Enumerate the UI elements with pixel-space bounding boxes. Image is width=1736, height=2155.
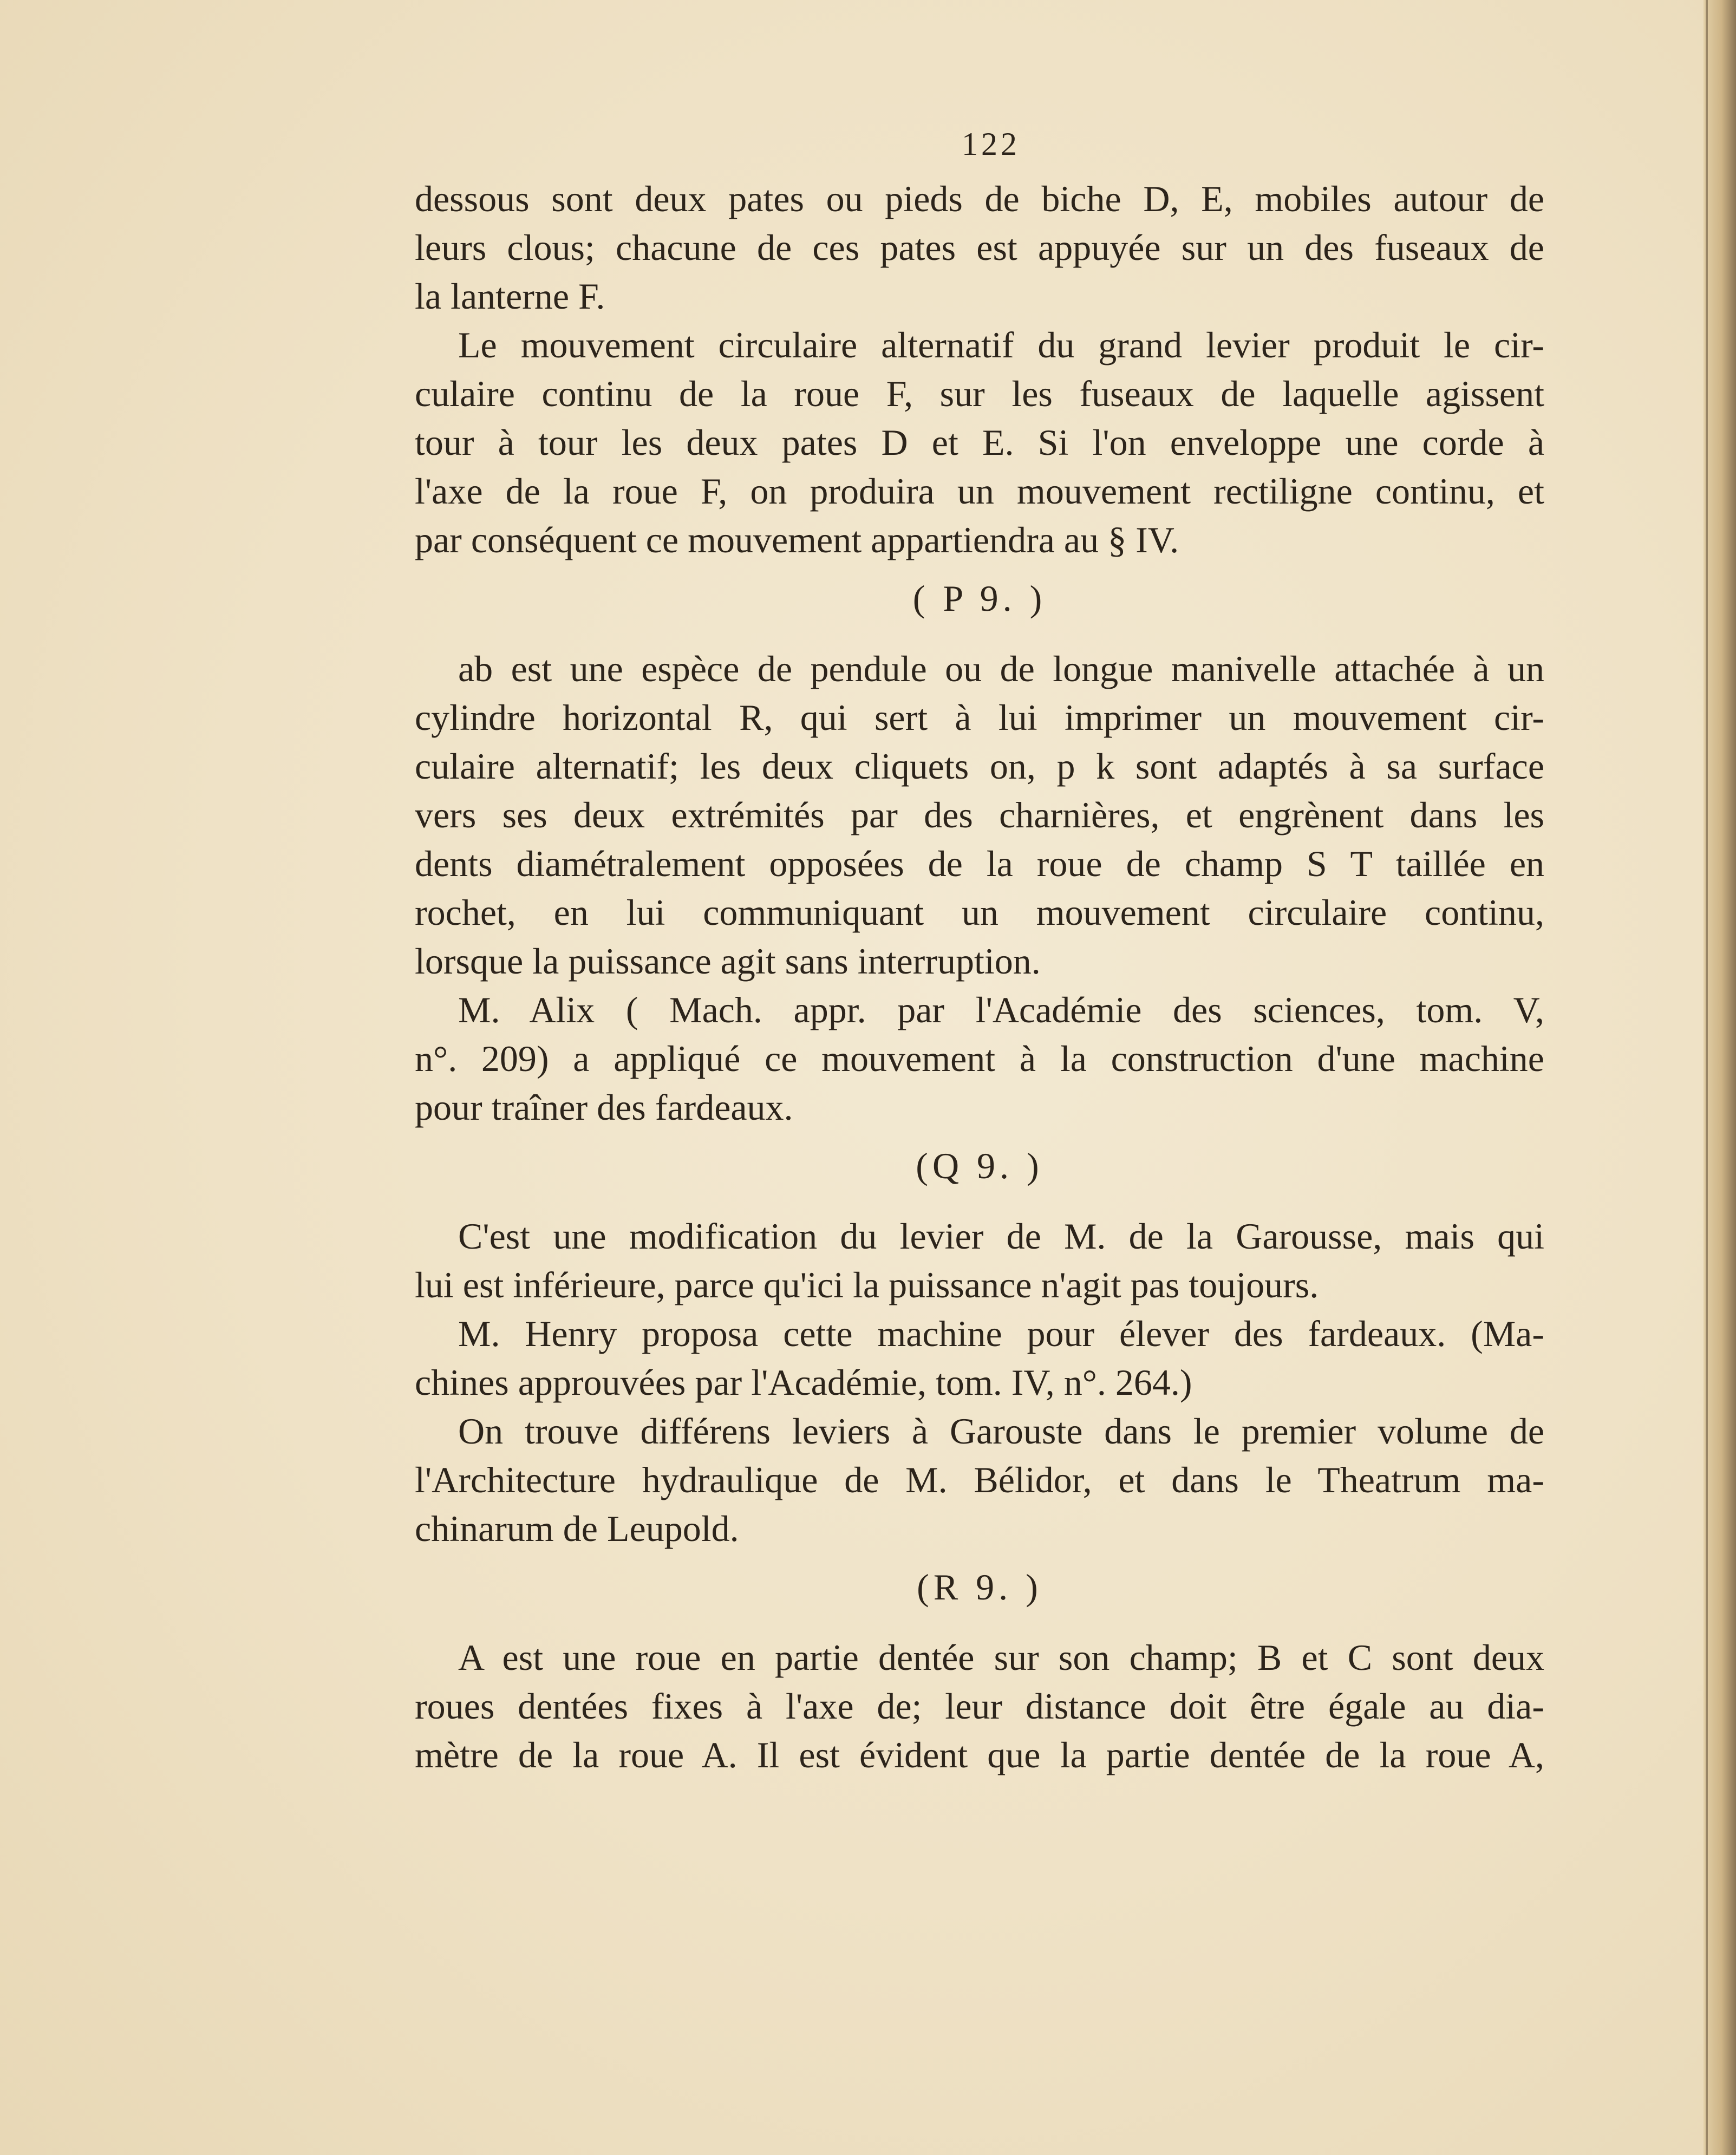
section-heading-label: ( P 9. ) [912, 578, 1047, 619]
text-line: roues dentées fixes à l'axe de; leur distance doit être égale au dia- [415, 1686, 1544, 1727]
text-line: On trouve différens leviers à Garouste dans le premier volume de [458, 1410, 1544, 1452]
text-line: par conséquent ce mouvement appartiendra au § IV. [415, 519, 1179, 560]
body-text [415, 174, 1544, 1779]
text-line: la lanterne F. [415, 276, 605, 317]
text-line: leurs clous; chacune de ces pates est appuyée sur un des fuseaux de [415, 227, 1544, 268]
text-line: chinarum de Leupold. [415, 1508, 739, 1549]
text-line: tour à tour les deux pates D et E. Si l'on enveloppe une corde à [415, 422, 1544, 463]
text-line: C'est une modification du levier de M. de la Garousse, mais qui [458, 1216, 1544, 1257]
text-line: n°. 209) a appliqué ce mouvement à la construction d'une machine [415, 1038, 1544, 1079]
text-line: ab est une espèce de pendule ou de longue manivelle attachée à un [458, 648, 1544, 689]
text-line: lui est inférieure, parce qu'ici la puissance n'agit pas toujours. [415, 1264, 1319, 1305]
text-line: cylindre horizontal R, qui sert à lui imprimer un mouvement cir- [415, 697, 1544, 738]
section-heading-q9 [415, 1141, 1544, 1190]
text-line: dents diamétralement opposées de la roue de champ S T taillée en [415, 843, 1544, 884]
text-line: culaire alternatif; les deux cliquets on, p k sont adaptés à sa surface [415, 746, 1544, 787]
page-edge-line [1706, 0, 1708, 2155]
text-line: culaire continu de la roue F, sur les fuseaux de laquelle agissent [415, 373, 1544, 414]
text-line: pour traîner des fardeaux. [415, 1087, 793, 1128]
text-line: lorsque la puissance agit sans interruption. [415, 941, 1041, 982]
text-line: Le mouvement circulaire alternatif du grand levier produit le cir- [458, 324, 1544, 365]
text-line: vers ses deux extrémités par des charnières, et engrènent dans les [415, 794, 1544, 835]
text-line: l'axe de la roue F, on produira un mouvement rectiligne continu, et [415, 471, 1544, 512]
section-heading-label: (Q 9. ) [916, 1145, 1043, 1186]
text-line: mètre de la roue A. Il est évident que la partie dentée de la roue A, [415, 1734, 1544, 1775]
text-line: A est une roue en partie dentée sur son champ; B et C sont deux [458, 1637, 1544, 1678]
text-line: rochet, en lui communiquant un mouvement circulaire continu, [415, 892, 1544, 933]
section-heading-r9 [415, 1563, 1544, 1611]
page-edge-shadow [1704, 0, 1736, 2155]
text-line: chines approuvées par l'Académie, tom. IV, n°. 264.) [415, 1362, 1192, 1403]
page-number: 122 [962, 126, 1020, 162]
text-line: l'Architecture hydraulique de M. Bélidor, et dans le Theatrum ma- [415, 1459, 1544, 1500]
text-line: M. Alix ( Mach. appr. par l'Académie des sciences, tom. V, [458, 989, 1544, 1030]
text-line: dessous sont deux pates ou pieds de biche D, E, mobiles autour de [415, 178, 1544, 219]
section-heading-p9 [415, 574, 1544, 623]
text-line: M. Henry proposa cette machine pour élever des fardeaux. (Ma- [458, 1313, 1544, 1354]
section-heading-label: (R 9. ) [917, 1566, 1042, 1608]
